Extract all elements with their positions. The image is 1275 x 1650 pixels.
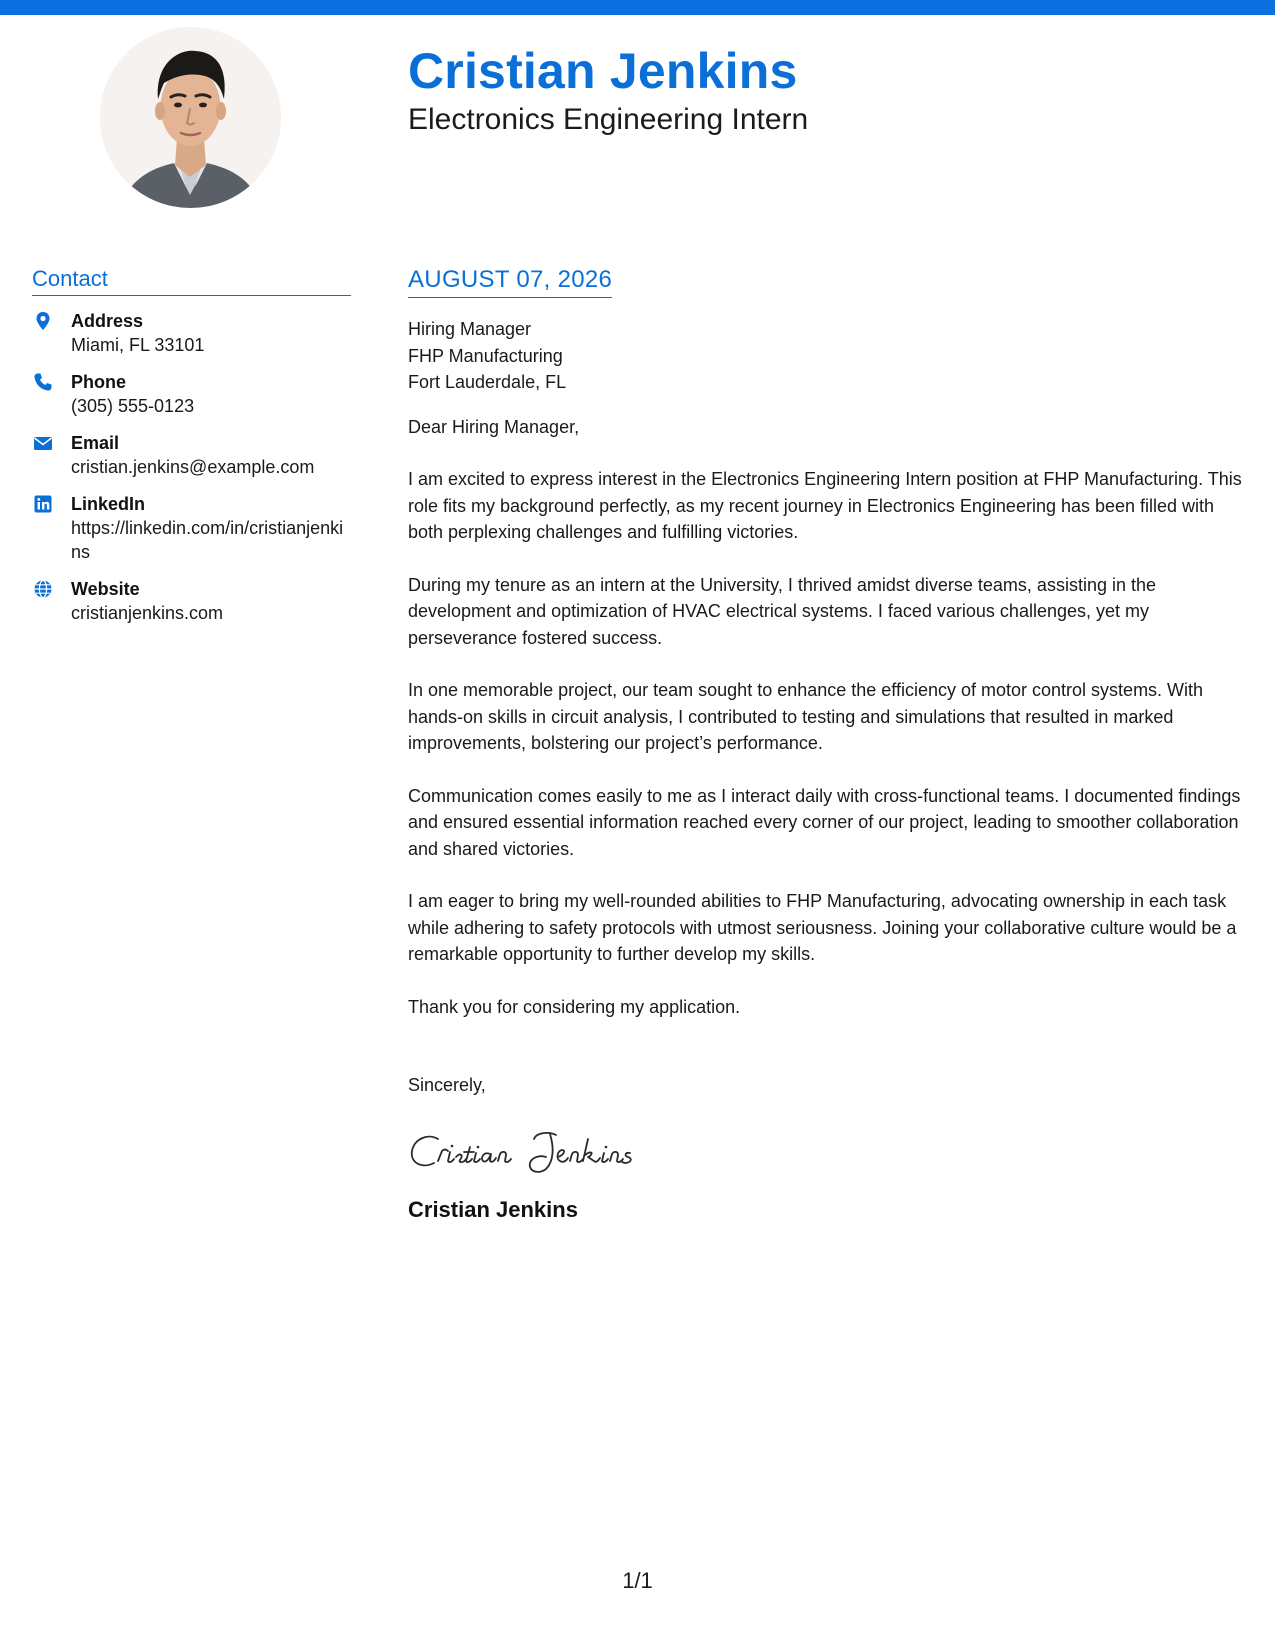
closing: Sincerely,	[408, 1075, 486, 1095]
contact-label: Address	[71, 311, 144, 331]
profile-photo	[100, 27, 281, 208]
contact-sidebar	[32, 266, 351, 638]
email-value[interactable]: cristian.jenkins@example.com	[71, 457, 315, 477]
map-pin-icon	[33, 311, 53, 331]
salutation: Dear Hiring Manager,	[408, 416, 580, 437]
contact-label: LinkedIn	[71, 494, 146, 514]
letter-paragraph: In one memorable project, our team sought to enhance the efficiency of motor control systems. With hands-on skills in circuit analysis, I contributed to testing and simulations that resulted in marked improvements, bolstering our project’s performance.	[408, 680, 1204, 753]
letter-paragraph: I am eager to bring my well-rounded abilities to FHP Manufacturing, advocating ownership in each task while adhering to safety protocols with utmost seriousness. Joining your collaborative culture would be a remarkable opportunity to further develop my skills.	[408, 891, 1237, 964]
letter-paragraph: I am excited to express interest in the Electronics Engineering Intern position at FHP Manufacturing. This role fits my background perfectly, as my recent journey in Electronics Engineering has been filled with both perplexing challenges and fulfilling victories.	[408, 469, 1242, 542]
letter-date: AUGUST 07, 2026	[408, 266, 612, 298]
contact-heading: Contact	[32, 266, 351, 296]
letter-paragraph: During my tenure as an intern at the University, I thrived amidst diverse teams, assisting in the development and optimization of HVAC electrical systems. I faced various challenges, yet my perseverance fostered success.	[408, 574, 1156, 648]
website-value[interactable]: cristianjenkins.com	[71, 603, 224, 623]
contact-item-address	[32, 309, 351, 357]
letter-body	[408, 266, 1253, 1223]
address-value: Miami, FL 33101	[71, 335, 205, 355]
recipient-line: FHP Manufacturing	[408, 345, 563, 366]
phone-icon	[33, 372, 53, 392]
job-title: Electronics Engineering Intern	[408, 103, 809, 136]
phone-value: (305) 555-0123	[71, 396, 195, 416]
globe-icon	[33, 579, 53, 599]
contact-item-phone	[32, 370, 351, 418]
top-accent-bar	[0, 0, 1275, 15]
page-number: 1/1	[622, 1568, 653, 1593]
letter-paragraph: Thank you for considering my application.	[408, 996, 741, 1017]
contact-item-linkedin	[32, 492, 351, 564]
recipient-line: Hiring Manager	[408, 319, 532, 339]
contact-label: Phone	[71, 372, 127, 392]
letter-paragraph: Communication comes easily to me as I interact daily with cross-functional teams. I documented findings and ensured essential information reached every corner of our project, leading to smoother collaboration and shared victories.	[408, 785, 1241, 859]
signed-name: Cristian Jenkins	[408, 1196, 578, 1222]
envelope-icon	[33, 433, 53, 453]
handwritten-signature	[408, 1125, 1253, 1179]
linkedin-icon	[33, 494, 53, 514]
contact-label: Website	[71, 579, 140, 599]
contact-item-email	[32, 431, 351, 479]
candidate-name: Cristian Jenkins	[408, 43, 798, 99]
linkedin-value[interactable]: https://linkedin.com/in/cristianjenkins	[71, 518, 344, 562]
recipient-line: Fort Lauderdale, FL	[408, 372, 567, 392]
contact-label: Email	[71, 433, 120, 453]
recipient-block	[408, 316, 1253, 396]
avatar	[100, 27, 281, 208]
contact-item-website	[32, 577, 351, 625]
